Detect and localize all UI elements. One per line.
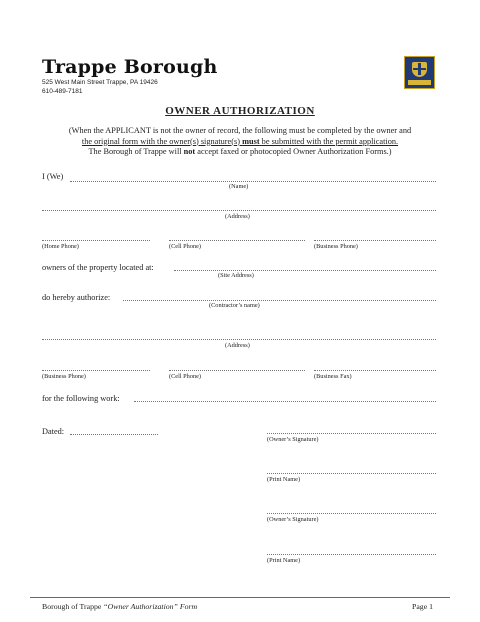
business-fax-caption: (Business Fax) [314, 373, 352, 380]
footer-page-number: Page 1 [412, 602, 434, 611]
contractor-cell-phone-field[interactable] [169, 370, 305, 371]
cell-phone-field[interactable] [169, 240, 305, 241]
print-name-caption-2: (Print Name) [267, 557, 301, 564]
work-label: for the following work: [42, 394, 120, 403]
cell-phone-caption: (Cell Phone) [169, 243, 202, 250]
form-heading: OWNER AUTHORIZATION [165, 105, 315, 117]
work-field[interactable] [134, 401, 436, 402]
form-intro [30, 126, 450, 158]
print-name-caption-1: (Print Name) [267, 476, 301, 483]
business-phone-field[interactable] [314, 240, 436, 241]
address2-caption: (Address) [225, 342, 250, 349]
footer-divider [30, 597, 450, 598]
footer-form-name: Borough of Trappe “Owner Authorization” Form [42, 602, 198, 611]
home-phone-caption: (Home Phone) [42, 243, 79, 250]
owner-signature-caption-1: (Owner’s Signature) [267, 436, 319, 443]
contractor-business-phone-field[interactable] [42, 370, 150, 371]
site-address-caption: (Site Address) [218, 272, 254, 279]
address-field[interactable] [42, 210, 436, 211]
date-field[interactable] [70, 434, 158, 435]
dated-label: Dated: [42, 427, 65, 436]
contractor-fax-field[interactable] [314, 370, 436, 371]
intro-line-2: the original form with the owner(s) signature(s) must be submitted with the permit application. [81, 136, 399, 146]
owner-signature-field-2[interactable] [267, 513, 436, 514]
business-phone-caption: (Business Phone) [314, 243, 358, 250]
authorize-label: do hereby authorize: [42, 293, 111, 302]
borough-address: 525 West Main Street Trappe, PA 19426 [42, 79, 158, 86]
i-we-label: I (We) [42, 172, 64, 181]
contractor-address-field[interactable] [42, 339, 436, 340]
name-field[interactable] [70, 181, 436, 182]
owner-signature-field-1[interactable] [267, 433, 436, 434]
intro-line-3: The Borough of Trappe will not accept faxed or photocopied Owner Authorization Forms.) [88, 147, 392, 156]
borough-seal-icon [404, 56, 435, 89]
name-caption: (Name) [229, 183, 249, 190]
contractor-name-field[interactable] [123, 300, 436, 301]
home-phone-field[interactable] [42, 240, 150, 241]
contractor-caption: (Contractor’s name) [209, 302, 260, 309]
borough-title: Trappe Borough [42, 56, 218, 78]
site-address-field[interactable] [174, 270, 436, 271]
print-name-field-2[interactable] [267, 554, 436, 555]
print-name-field-1[interactable] [267, 473, 436, 474]
owner-signature-caption-2: (Owner’s Signature) [267, 516, 319, 523]
owners-label: owners of the property located at: [42, 263, 154, 272]
cell-phone2-caption: (Cell Phone) [169, 373, 202, 380]
borough-phone: 610-489-7181 [42, 88, 83, 95]
intro-line-1: (When the APPLICANT is not the owner of record, the following must be completed by the owner and [68, 126, 412, 135]
address-caption: (Address) [225, 213, 250, 220]
business-phone2-caption: (Business Phone) [42, 373, 86, 380]
